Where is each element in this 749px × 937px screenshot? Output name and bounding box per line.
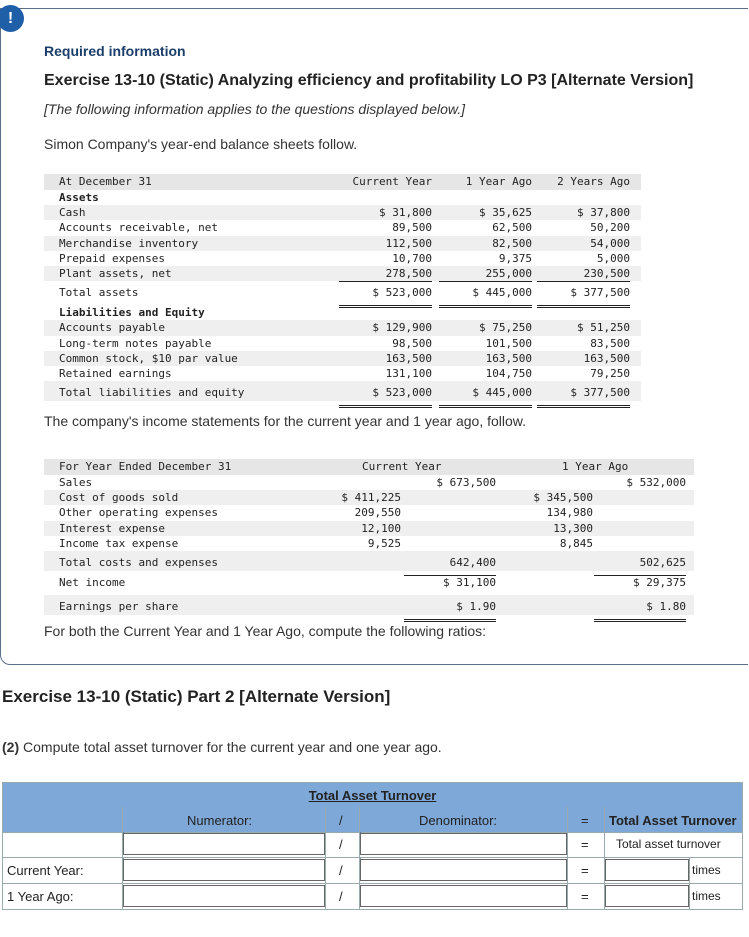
question-text: (2) Compute total asset turnover for the current year and one year ago. — [2, 739, 442, 755]
numerator-label-input[interactable] — [123, 833, 325, 855]
table-row: Total liabilities and equity $ 523,000 $ 445,000 $ 377,500 — [44, 381, 641, 401]
table-row: Net income $ 31,100 $ 29,375 — [44, 571, 694, 593]
income-statement — [44, 459, 694, 615]
required-info-card — [0, 8, 748, 665]
row-label-current-year: Current Year: — [7, 863, 84, 878]
part-title: Exercise 13-10 (Static) Part 2 [Alternate Version] — [2, 687, 391, 706]
equals-symbol: = — [581, 863, 589, 878]
denominator-label-input[interactable] — [360, 833, 567, 855]
equals-symbol: = — [581, 837, 589, 852]
current-year-denominator-input[interactable] — [360, 859, 567, 881]
table-row: Total costs and expenses 642,400 502,625 — [44, 551, 694, 571]
row-label-1-year-ago: 1 Year Ago: — [7, 889, 74, 904]
table-row: Cash $ 31,800 $ 35,625 $ 37,800 — [44, 205, 641, 220]
exercise-note: [The following information applies to the questions displayed below.] — [44, 101, 466, 117]
intro-text: Simon Company's year-end balance sheets follow. — [44, 136, 358, 152]
result-sublabel: Total asset turnover — [616, 837, 721, 851]
result-header: Total Asset Turnover — [609, 813, 737, 828]
table-row: Merchandise inventory 112,500 82,500 54,000 — [44, 236, 641, 251]
alert-icon: ! — [0, 5, 24, 32]
unit-label: times — [692, 889, 721, 903]
table-row: Plant assets, net 278,500 255,000 230,500 — [44, 266, 641, 281]
prior-year-numerator-input[interactable] — [123, 885, 325, 907]
ratios-intro: For both the Current Year and 1 Year Ago, compute the following ratios: — [44, 623, 487, 639]
exercise-title: Exercise 13-10 (Static) Analyzing efficiency and profitability LO P3 [Alternate Version] — [44, 72, 694, 89]
table-row: Prepaid expenses 10,700 9,375 5,000 — [59, 251, 630, 265]
table-row: Sales $ 673,500 $ 532,000 — [59, 476, 686, 489]
is-header: For Year Ended December 31 Current Year 1 Year Ago — [44, 459, 694, 475]
table-row: Other operating expenses 209,550 134,980 — [59, 506, 593, 520]
table-row: Income tax expense 9,525 8,845 — [44, 536, 694, 551]
denominator-header: Denominator: — [419, 813, 498, 828]
table-row: Earnings per share $ 1.90 $ 1.80 — [44, 595, 694, 615]
current-year-result-input[interactable] — [605, 859, 689, 881]
table-row: Cost of goods sold $ 411,225 $ 345,500 — [44, 490, 694, 505]
table-caption: Total Asset Turnover — [3, 783, 742, 807]
slash-symbol: / — [339, 863, 343, 878]
table-row: Accounts receivable, net 89,500 62,500 50,200 — [59, 221, 630, 235]
numerator-header: Numerator: — [187, 813, 253, 828]
slash-symbol: / — [339, 889, 343, 904]
table-row: Long-term notes payable 98,500 101,500 83,500 — [59, 336, 630, 350]
equals-symbol: = — [581, 813, 589, 828]
table-row: Interest expense 12,100 13,300 — [44, 521, 694, 536]
current-year-numerator-input[interactable] — [123, 859, 325, 881]
balance-sheet — [44, 174, 641, 401]
bs-header: At December 31 Current Year 1 Year Ago 2 Years Ago — [44, 174, 641, 190]
prior-year-result-input[interactable] — [605, 885, 689, 907]
required-heading: Required information — [44, 43, 186, 59]
table-row: Accounts payable $ 129,900 $ 75,250 $ 51,250 — [44, 320, 641, 335]
table-row: Total assets $ 523,000 $ 445,000 $ 377,500 — [44, 281, 641, 301]
unit-label: times — [692, 863, 721, 877]
total-asset-turnover-table — [2, 782, 743, 910]
bs-assets-heading: Assets — [59, 191, 99, 204]
bs-liab-heading: Liabilities and Equity — [59, 306, 205, 320]
income-intro: The company's income statements for the current year and 1 year ago, follow. — [44, 413, 527, 429]
equals-symbol: = — [581, 889, 589, 904]
prior-year-denominator-input[interactable] — [360, 885, 567, 907]
table-row: Common stock, $10 par value 163,500 163,500 163,500 — [44, 351, 641, 366]
slash-symbol: / — [339, 813, 343, 828]
slash-symbol: / — [339, 837, 343, 852]
table-row: Retained earnings 131,100 104,750 79,250 — [44, 366, 641, 381]
